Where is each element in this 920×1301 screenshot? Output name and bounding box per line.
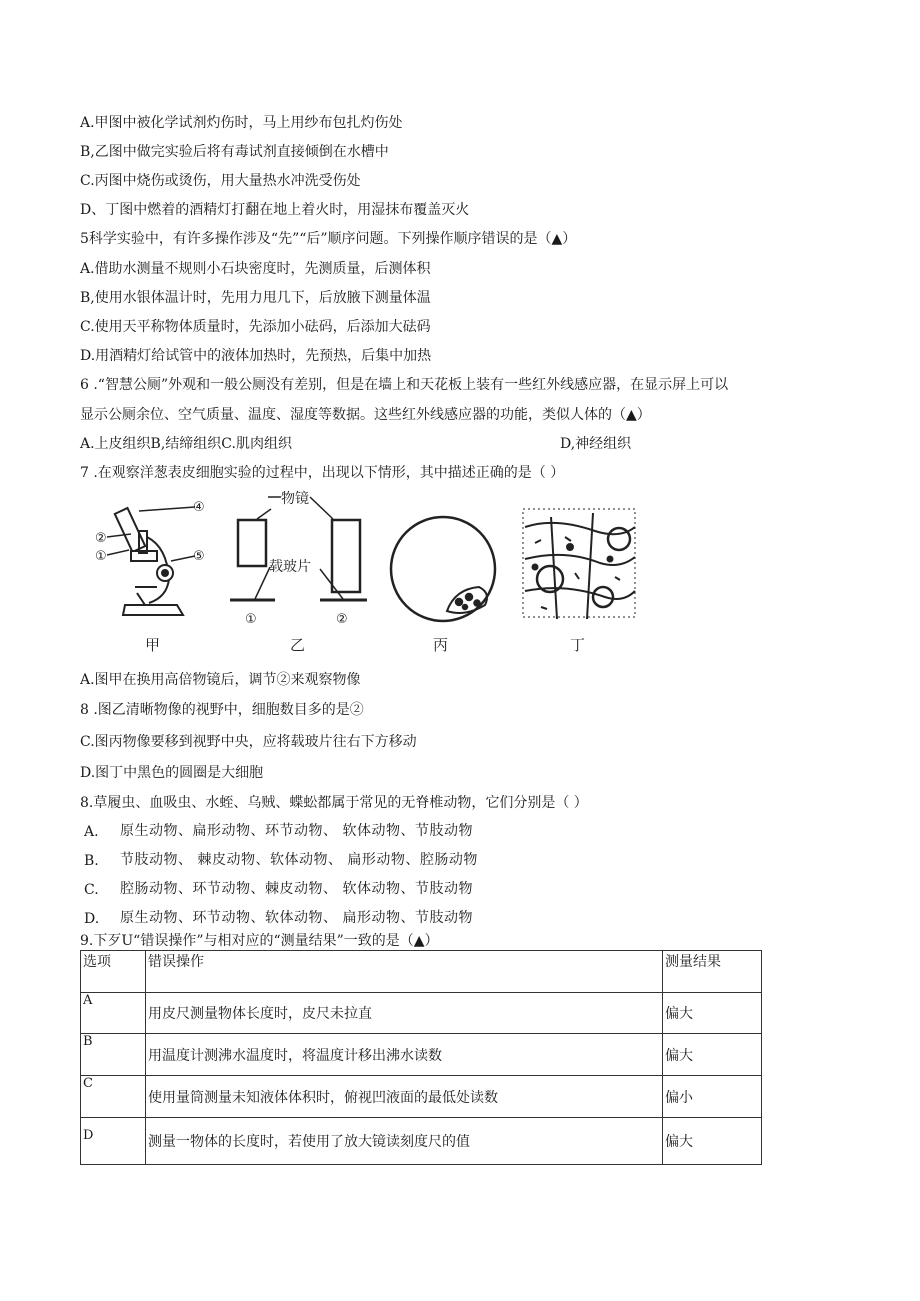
q8-option-c-text: 腔肠动物、环节动物、棘皮动物、 软体动物、节肢动物 — [120, 881, 473, 897]
q7-option-d: D.图丁中黑色的圆圈是大细胞 — [80, 765, 264, 781]
table-header-row — [81, 951, 762, 993]
figure-label-yi: 乙 — [290, 636, 306, 654]
row-d-option: D — [81, 1118, 146, 1165]
field-of-view-drawing — [391, 517, 495, 621]
label-slide: 载玻片 — [269, 559, 311, 575]
q8-option-b-letter: B. — [84, 853, 99, 869]
q4-option-b: B,乙图中做完实验后将有毒试剂直接倾倒在水槽中 — [80, 144, 389, 160]
cells-drawing — [523, 509, 635, 619]
q8-option-d-letter: D. — [84, 911, 100, 927]
callout-5: ⑤ — [193, 549, 205, 564]
q9-stem: 9.下歹U“错误操作”与相对应的“测量结果”一致的是（▲） — [80, 933, 439, 949]
table-row — [81, 1118, 762, 1165]
row-a-result: 偏大 — [663, 993, 762, 1034]
q8-option-a-text: 原生动物、扁形动物、环节动物、 软体动物、节肢动物 — [120, 823, 473, 839]
q5-stem: 5科学实验中，有许多操作涉及“先”“后”顺序问题。下列操作顺序错误的是（▲） — [80, 231, 577, 247]
microscope-drawing — [107, 507, 195, 615]
lens-label-1: ① — [245, 612, 257, 627]
q5-option-d: D.用酒精灯给试管中的液体加热时，先预热，后集中加热 — [80, 348, 432, 364]
header-result: 测量结果 — [663, 951, 762, 993]
q4-option-c: C.丙图中烧伤或烫伤，用大量热水冲洗受伤处 — [80, 173, 361, 189]
q8-option-d-text: 原生动物、环节动物、软体动物、 扁形动物、节肢动物 — [120, 910, 473, 926]
row-b-result: 偏大 — [663, 1034, 762, 1076]
q8-option-b-text: 节肢动物、 棘皮动物、软体动物、 扁形动物、腔肠动物 — [120, 852, 478, 868]
lens-label-2: ② — [336, 612, 348, 627]
row-c-operation: 使用量筒测量未知液体体积时，俯视凹液面的最低处读数 — [146, 1076, 663, 1118]
row-b-operation: 用温度计测沸水温度时，将温度计移出沸水读数 — [146, 1034, 663, 1076]
q7-stem: 7 .在观察洋葱表皮细胞实验的过程中，出现以下情形，其中描述正确的是（ ） — [80, 465, 565, 481]
q4-option-a: A.甲图中被化学试剂灼伤时，马上用纱布包扎灼伤处 — [80, 115, 403, 131]
figure-label-ding: 丁 — [570, 636, 586, 654]
q7-option-c: C.图丙物像要移到视野中央，应将载玻片往右下方移动 — [80, 734, 417, 750]
q7-option-a: A.图甲在换用高倍物镜后，调节②来观察物像 — [80, 672, 361, 688]
table-row — [81, 993, 762, 1034]
q6-option-d: D,神经组织 — [560, 436, 632, 452]
q6-options-abc: A.上皮组织B,结缔组织C.肌肉组织 — [80, 436, 292, 452]
objective-lens-drawing — [230, 497, 367, 600]
row-a-option: A — [81, 993, 146, 1034]
q8-option-c-letter: C. — [84, 882, 99, 898]
callout-2: ② — [95, 531, 107, 546]
q8-stem: 8.草履虫、血吸虫、水蛭、乌贼、蝶蚣都属于常见的无脊椎动物，它们分别是（ ） — [80, 795, 588, 811]
label-objective: 物镜 — [281, 491, 309, 507]
callout-1: ① — [95, 549, 107, 564]
row-d-operation: 测量一物体的长度时，若使用了放大镜读刻度尺的值 — [146, 1118, 663, 1165]
row-c-result: 偏小 — [663, 1076, 762, 1118]
q7-figure — [95, 487, 640, 657]
table-row — [81, 1034, 762, 1076]
header-option: 选项 — [81, 951, 146, 993]
q9-table — [80, 950, 762, 1165]
q8-option-a-letter: A. — [84, 824, 99, 840]
q6-stem-line2: 显示公厕余位、空气质量、温度、湿度等数据。这些红外线感应器的功能，类似人体的（▲） — [80, 407, 651, 423]
q6-stem-line1: 6 .“智慧公厕”外观和一般公厕没有差别，但是在墙上和天花板上装有一些红外线感应器，在显示屏上可以 — [80, 377, 729, 393]
figure-label-jia: 甲 — [145, 636, 161, 654]
header-operation: 错误操作 — [146, 951, 663, 993]
row-a-operation: 用皮尺测量物体长度时，皮尺未拉直 — [146, 993, 663, 1034]
q4-option-d: D、丁图中燃着的酒精灯打翻在地上着火时，用湿抹布覆盖灭火 — [80, 202, 470, 218]
callout-4: ④ — [193, 500, 205, 515]
q7-figure-svg — [95, 487, 640, 657]
q7-option-b: 8 .图乙清晰物像的视野中，细胞数目多的是② — [80, 702, 364, 718]
q5-option-a: A.借助水测量不规则小石块密度时，先测质量，后测体积 — [80, 261, 431, 277]
q5-option-c: C.使用天平称物体质量时，先添加小砝码，后添加大砝码 — [80, 319, 431, 335]
q5-option-b: B,使用水银体温计时，先用力甩几下，后放腋下测量体温 — [80, 290, 431, 306]
table-row — [81, 1076, 762, 1118]
row-c-option: C — [81, 1076, 146, 1118]
row-b-option: B — [81, 1034, 146, 1076]
figure-label-bing: 丙 — [433, 636, 449, 654]
row-d-result: 偏大 — [663, 1118, 762, 1165]
